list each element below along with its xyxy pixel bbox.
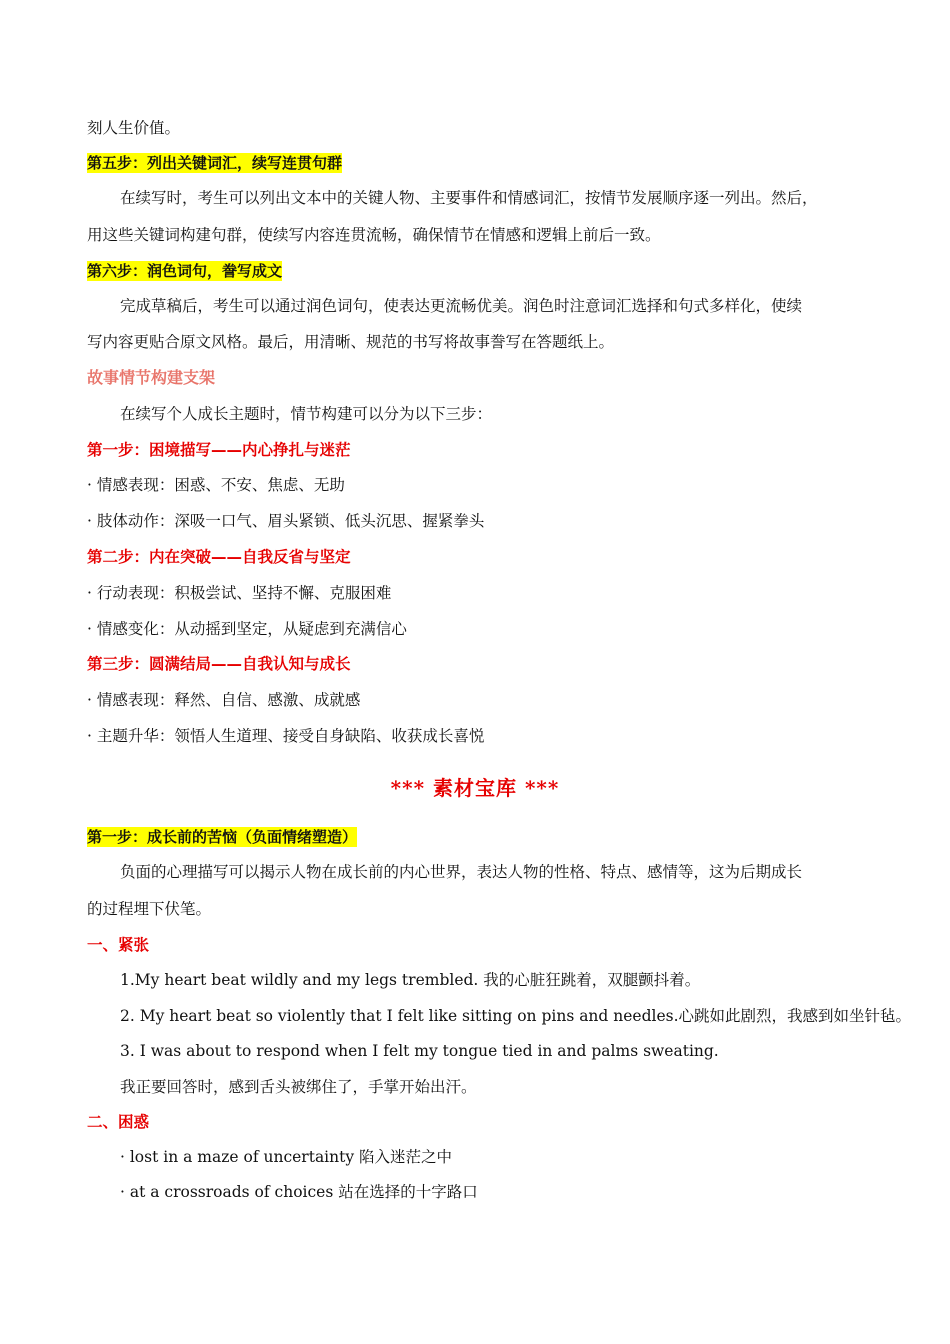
step6-heading-text: 第六步：润色词句，誊写成文 (87, 262, 283, 280)
step5-heading (87, 152, 890, 174)
step6-paragraph-line1: 完成草稿后，考生可以通过润色词句，使表达更流畅优美。润色时注意词汇选择和句式多样化，使续 (120, 297, 803, 315)
plot-step3-item1: · 情感表现：释然、自信、感激、成就感 (87, 691, 361, 709)
paragraph-continuation: 刻人生价值。 (87, 119, 181, 137)
material-intro-line2: 的过程埋下伏笔。 (87, 900, 212, 918)
plot-step2-item1: · 行动表现：积极尝试、坚持不懈、克服困难 (87, 584, 392, 602)
plot-step3-item2: · 主题升华：领悟人生道理、接受自身缺陷、收获成长喜悦 (87, 727, 485, 745)
material-intro-line1: 负面的心理描写可以揭示人物在成长前的内心世界，表达人物的性格、特点、感情等，这为后期成长 (120, 863, 803, 881)
nervous-example-2: 2. My heart beat so violently that I felt like sitting on pins and needles.心跳如此剧烈，我感到如坐针毡。 (120, 1007, 912, 1025)
plot-step1-item2: · 肢体动作：深吸一口气、眉头紧锁、低头沉思、握紧拳头 (87, 512, 485, 530)
step5-paragraph-line1: 在续写时，考生可以列出文本中的关键人物、主要事件和情感词汇，按情节发展顺序逐一列出。然后， (120, 189, 818, 207)
plot-step1-heading: 第一步：困境描写——内心挣扎与迷茫 (87, 441, 351, 459)
nervous-example-3-translation: 我正要回答时，感到舌头被绑住了，手掌开始出汗。 (120, 1078, 477, 1096)
confused-phrase-2: · at a crossroads of choices 站在选择的十字路口 (120, 1183, 478, 1201)
material-step1-heading-text: 第一步：成长前的苦恼（负面情绪塑造） (87, 828, 358, 846)
material-step1-heading (87, 826, 890, 848)
step6-paragraph-line2: 写内容更贴合原文风格。最后，用清晰、规范的书写将故事誊写在答题纸上。 (87, 333, 615, 351)
step5-heading-text: 第五步：列出关键词汇，续写连贯句群 (87, 154, 343, 172)
plot-step1-item1: · 情感表现：困惑、不安、焦虑、无助 (87, 476, 345, 494)
plot-step3-heading: 第三步：圆满结局——自我认知与成长 (87, 655, 351, 673)
material-bank-title: *** 素材宝库 *** (390, 776, 560, 800)
section-heading-plot-scaffold: 故事情节构建支架 (87, 368, 216, 387)
confused-phrase-1: · lost in a maze of uncertainty 陷入迷茫之中 (120, 1148, 453, 1166)
step5-paragraph-line2: 用这些关键词构建句群，使续写内容连贯流畅，确保情节在情感和逻辑上前后一致。 (87, 226, 661, 244)
category-nervous-heading: 一、紧张 (87, 936, 150, 954)
nervous-example-1: 1.My heart beat wildly and my legs trembled. 我的心脏狂跳着，双腿颤抖着。 (120, 971, 701, 989)
plot-step2-item2: · 情感变化：从动摇到坚定，从疑虑到充满信心 (87, 620, 407, 638)
category-confused-heading: 二、困惑 (87, 1113, 150, 1131)
scaffold-intro: 在续写个人成长主题时，情节构建可以分为以下三步： (120, 405, 493, 423)
step6-heading (87, 260, 890, 282)
plot-step2-heading: 第二步：内在突破——自我反省与坚定 (87, 548, 351, 566)
nervous-example-3: 3. I was about to respond when I felt my tongue tied in and palms sweating. (120, 1042, 719, 1060)
